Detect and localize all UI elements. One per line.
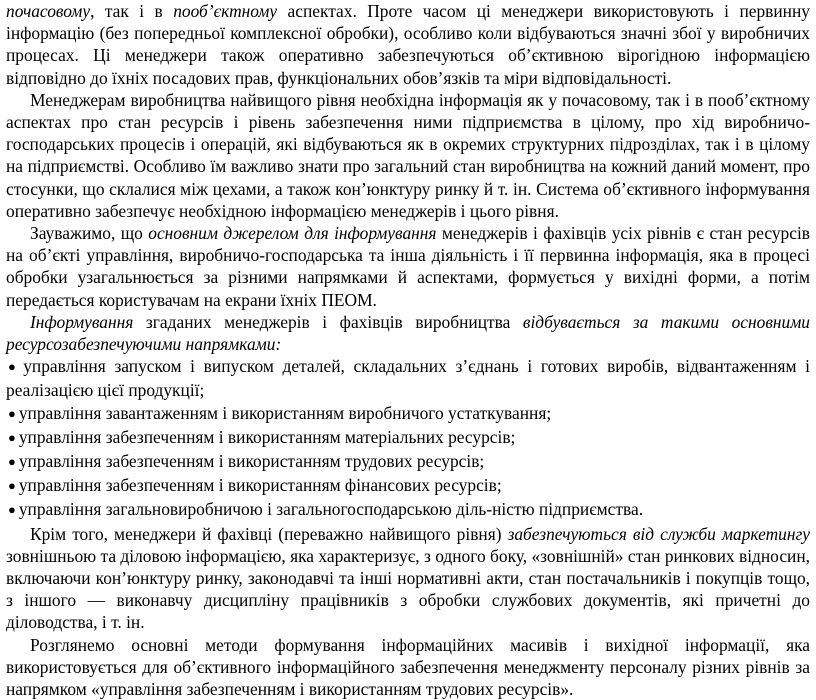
text-run: Зауважимо, що bbox=[30, 223, 149, 244]
text-run: Крім того, менеджери й фахівці (переважно найвищого рівня) bbox=[30, 523, 508, 544]
bullet-item bbox=[6, 498, 810, 522]
paragraph-4 bbox=[6, 311, 810, 355]
text-run: зовнішньою та діловою інформацією, яка характеризує, з одного боку, «зовнішній» стан ринкових відносин, включаючи кон’юнктуру ринку, законодавчі та інші нормативні акти, стан постачальників і покупців тощо, з іншого — виконавчу дисципліну працівників з обробки службових документів, які причетні до діловодства, і т. ін. bbox=[6, 545, 810, 633]
bullet-icon: ● bbox=[8, 429, 16, 445]
bullet-text: управління запуском і випуском деталей, складальних з’єднань і готових виробів, відвантаженням і реалізацією цієї продукції; bbox=[6, 356, 810, 401]
bullet-text: управління забезпеченням і використанням трудових ресурсів; bbox=[18, 451, 485, 472]
italic-term: Інформування bbox=[30, 311, 134, 332]
bullet-item bbox=[6, 474, 810, 498]
italic-term: забезпечуються від служби маркетингу bbox=[507, 523, 810, 544]
text-run: менеджерів і фахівців усіх рівнів є стан ресурсів на об’єкті управління, виробничо-господарська та інша діяльність і її первинна інформація, яка в процесі обробки узагальнюється за різними напрямками й аспектами, формується у вихідні форми, а потім передається користувачам на екрани їхніх ПЕОМ. bbox=[6, 223, 810, 310]
bullet-icon: ● bbox=[8, 478, 16, 494]
bullet-icon: ● bbox=[8, 405, 16, 421]
bullet-icon: ● bbox=[8, 502, 16, 518]
bullet-item bbox=[6, 402, 810, 426]
paragraph-3 bbox=[6, 222, 810, 311]
paragraph-2: Менеджерам виробництва найвищого рівня необхідна інформація як у почасовому, так і в пооб’єктному аспектах про стан ресурсів і рівень забезпечення ними підприємства в цілому, про хід виробничо-господарських процесів і операцій, які відбуваються як в окремих структурних підрозділах, так і в цілому на підприємстві. Особливо їм важливо знати про загальний стан виробництва на кожний даний момент, про стосунки, що склалися між цехами, а також кон’юнктуру ринку й т. ін. Система об’єктивного інформування оперативно забезпечує необхідною інформацією менеджерів і цього рівня. bbox=[6, 89, 810, 221]
bullet-icon: ● bbox=[8, 359, 21, 375]
bullet-item bbox=[6, 426, 810, 450]
paragraph-6: Розглянемо основні методи формування інформаційних масивів і вихідної інформації, яка використовується для об’єктивного інформаційного забезпечення менеджменту персоналу різних рівнів за напрямком «управління забезпеченням і використанням трудових ресурсів». bbox=[6, 634, 810, 700]
text-run: згаданих менеджерів і фахівців виробництва bbox=[133, 311, 523, 332]
italic-term: відбувається за такими основними ресурсозабезпечуючими напрямками: bbox=[6, 311, 810, 355]
bullet-text: управління забезпеченням і використанням фінансових ресурсів; bbox=[18, 475, 502, 496]
text-run: аспектах. Проте часом ці менеджери використовують і первинну інформацію (без попередньої комплексної обробки), особливо коли відбуваються значні збої у виробничих процесах. Ці менеджери також оперативно забезпечуються об’єктивною вірогідною інформацією відповідно до їхніх посадових прав, функціональних обов’язків та міри відповідальності. bbox=[6, 1, 810, 88]
bullet-text: управління завантаженням і використанням виробничого устаткування; bbox=[18, 402, 552, 423]
paragraph-5 bbox=[6, 523, 810, 634]
text-run: , так і в bbox=[90, 1, 174, 21]
paragraph-1 bbox=[6, 0, 810, 89]
italic-term: пооб’єктному bbox=[173, 1, 278, 21]
bullet-text: управління забезпеченням і використанням матеріальних ресурсів; bbox=[18, 426, 516, 447]
bullet-item bbox=[6, 450, 810, 474]
bullet-text: управління загальновиробничою і загальногосподарською діль-ністю підприємства. bbox=[18, 499, 644, 520]
bullet-icon: ● bbox=[8, 454, 16, 470]
italic-term: основним джерелом для інформування bbox=[148, 223, 437, 244]
bullet-item bbox=[6, 355, 810, 401]
italic-term: почасовому bbox=[6, 1, 91, 21]
